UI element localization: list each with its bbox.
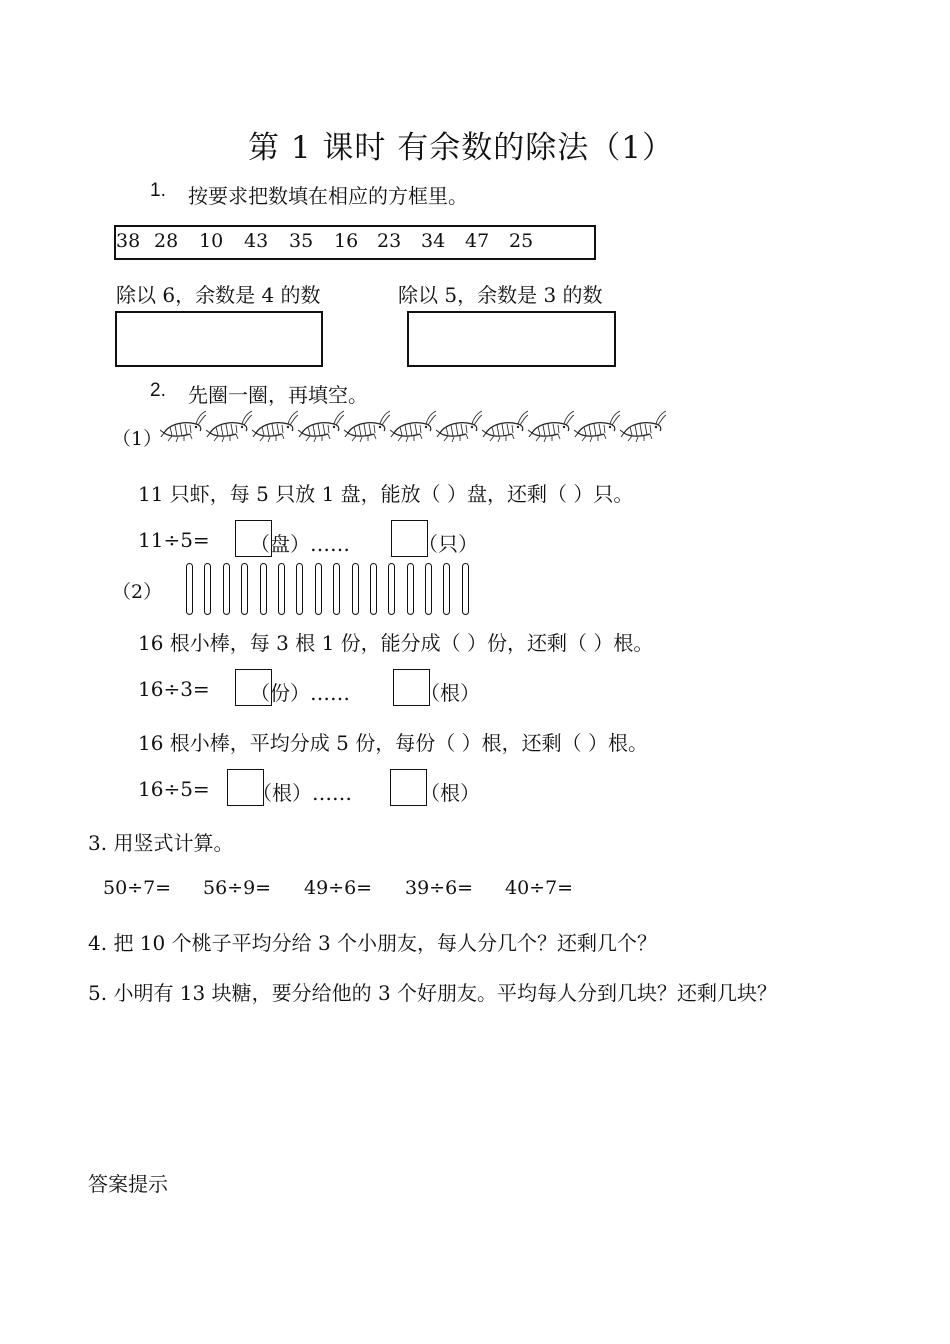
q2-number: 2. — [150, 380, 166, 401]
q1-prompt: 按要求把数填在相应的方框里。 — [188, 184, 468, 208]
number-item: 28 — [154, 230, 179, 252]
number-item: 25 — [509, 230, 534, 252]
stick — [407, 563, 414, 615]
calc-item: 49÷6= — [304, 877, 373, 899]
calc-item: 39÷6= — [405, 877, 474, 899]
number-item: 38 — [116, 230, 141, 252]
shrimp-icon — [252, 411, 298, 442]
stick — [260, 563, 267, 615]
shrimp-row — [160, 409, 700, 443]
number-item: 43 — [244, 230, 269, 252]
part1-unit-shrimp: （只） — [418, 532, 478, 556]
stick-row — [186, 563, 480, 615]
q5-prompt: 5. 小明有 13 块糖，要分给他的 3 个好朋友。平均每人分到几块？还剩几块？ — [88, 981, 778, 1005]
stick — [241, 563, 248, 615]
part1-sentence: 11 只虾，每 5 只放 1 盘，能放（ ）盘，还剩（ ）只。 — [138, 482, 634, 506]
number-bank — [116, 230, 549, 252]
answer-box-remainder-4[interactable] — [115, 311, 323, 367]
q3-prompt: 3. 用竖式计算。 — [88, 831, 234, 855]
shrimp-icon — [298, 411, 344, 442]
shrimp-icon — [206, 411, 252, 442]
stick — [186, 563, 193, 615]
box-a-label: 除以 6，余数是 4 的数 — [116, 283, 321, 307]
part2-unit-portions: （份）…… — [250, 681, 350, 705]
stick — [204, 563, 211, 615]
calc-item: 50÷7= — [103, 877, 172, 899]
number-item: 35 — [289, 230, 314, 252]
part2-sentence-1: 16 根小棒，每 3 根 1 份，能分成（ ）份，还剩（ ）根。 — [138, 631, 654, 655]
part2-label: （2） — [112, 581, 163, 603]
shrimp-icon — [574, 411, 620, 442]
part1-label: （1） — [112, 428, 163, 450]
q1-number: 1. — [150, 180, 166, 201]
number-item: 16 — [334, 230, 359, 252]
stick — [278, 563, 285, 615]
shrimp-icon — [528, 411, 574, 442]
stick — [443, 563, 450, 615]
q2-prompt: 先圈一圈，再填空。 — [188, 383, 368, 407]
calc-item: 40÷7= — [505, 877, 574, 899]
answer-heading: 答案提示 — [88, 1172, 168, 1196]
part2-expression-2: 16÷5= — [138, 777, 210, 801]
calc-row — [103, 877, 585, 899]
stick — [223, 563, 230, 615]
shrimp-icon — [482, 411, 528, 442]
part2-unit-sticks: （根） — [420, 681, 480, 705]
answer-box-remainder-3[interactable] — [407, 311, 616, 367]
stick — [370, 563, 377, 615]
part1-expression: 11÷5= — [138, 528, 210, 552]
shrimp-icon — [436, 411, 482, 442]
stick — [425, 563, 432, 615]
shrimp-icon — [160, 411, 206, 442]
part2-sentence-2: 16 根小棒，平均分成 5 份，每份（ ）根，还剩（ ）根。 — [138, 731, 648, 755]
page-title: 第 1 课时 有余数的除法（1） — [248, 130, 675, 166]
stick — [388, 563, 395, 615]
number-item: 47 — [465, 230, 490, 252]
part2-unit-remaining: （根） — [420, 781, 480, 805]
stick — [462, 563, 469, 615]
q4-prompt: 4. 把 10 个桃子平均分给 3 个小朋友，每人分几个？还剩几个？ — [88, 931, 658, 955]
stick — [296, 563, 303, 615]
box-b-label: 除以 5，余数是 3 的数 — [398, 283, 603, 307]
shrimp-icon — [390, 411, 436, 442]
part1-unit-plates: （盘）…… — [250, 532, 350, 556]
shrimp-icon — [344, 411, 390, 442]
stick — [315, 563, 322, 615]
number-item: 10 — [199, 230, 224, 252]
part2-unit-per-portion: （根）…… — [252, 781, 352, 805]
calc-item: 56÷9= — [203, 877, 272, 899]
stick — [333, 563, 340, 615]
part2-expression-1: 16÷3= — [138, 677, 210, 701]
number-item: 34 — [421, 230, 446, 252]
stick — [352, 563, 359, 615]
shrimp-icon — [620, 411, 666, 442]
number-item: 23 — [377, 230, 402, 252]
